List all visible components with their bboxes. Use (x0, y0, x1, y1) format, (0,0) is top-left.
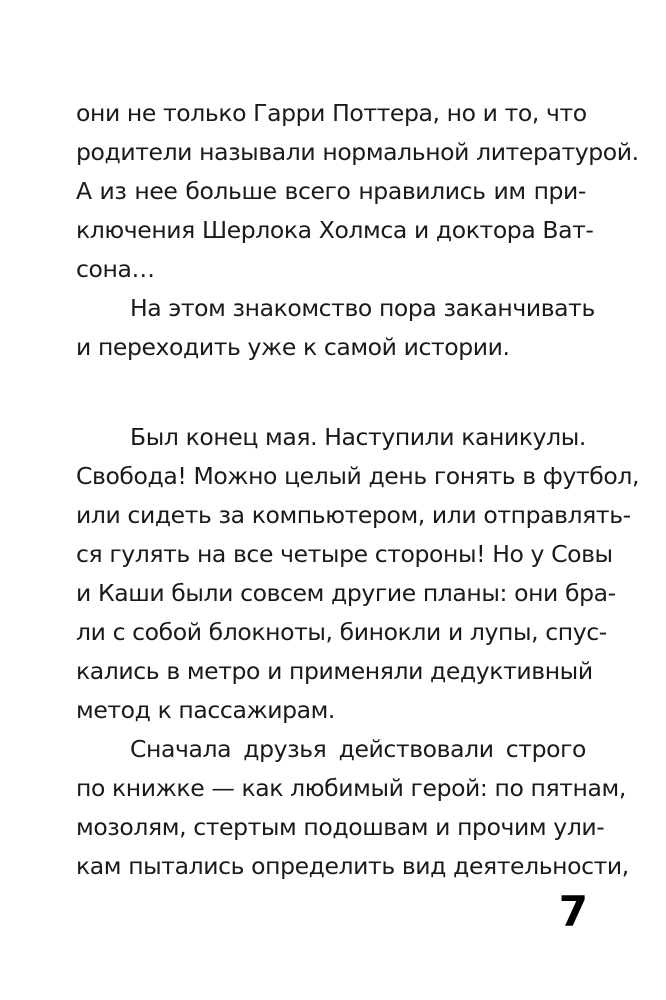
text-line: и переходить уже к самой истории. (76, 333, 510, 361)
text-line: сона… (76, 255, 155, 283)
text-line: по книжке — как любимый герой: по пятнам, (76, 774, 626, 802)
text-line: ключения Шерлока Холмса и доктора Ват- (76, 216, 594, 244)
text-line: кам пытались определить вид деятельности, (76, 852, 629, 880)
text-line: Был конец мая. Наступили каникулы. (130, 423, 586, 451)
text-line: мозолям, стертым подошвам и прочим ули- (76, 813, 605, 841)
text-line: А из нее больше всего нравились им при- (76, 177, 586, 205)
text-line: они не только Гарри Поттера, но и то, что (76, 99, 587, 127)
text-line: На этом знакомство пора заканчивать (130, 294, 595, 322)
page-number: 7 (558, 887, 588, 936)
text-line: родители называли нормальной литературой. (76, 138, 639, 166)
text-line: кались в метро и применяли дедуктивный (76, 657, 593, 685)
text-line: ли с собой блокноты, бинокли и лупы, спус- (76, 618, 607, 646)
text-line: или сидеть за компьютером, или отправлять- (76, 501, 631, 529)
text-line: Свобода! Можно целый день гонять в футбол, (76, 462, 640, 490)
text-line: и Каши были совсем другие планы: они бра- (76, 579, 616, 607)
text-line: метод к пассажирам. (76, 696, 336, 724)
text-line: Сначала друзья действовали строго (130, 735, 586, 763)
text-line: ся гулять на все четыре стороны! Но у Совы (76, 540, 613, 568)
